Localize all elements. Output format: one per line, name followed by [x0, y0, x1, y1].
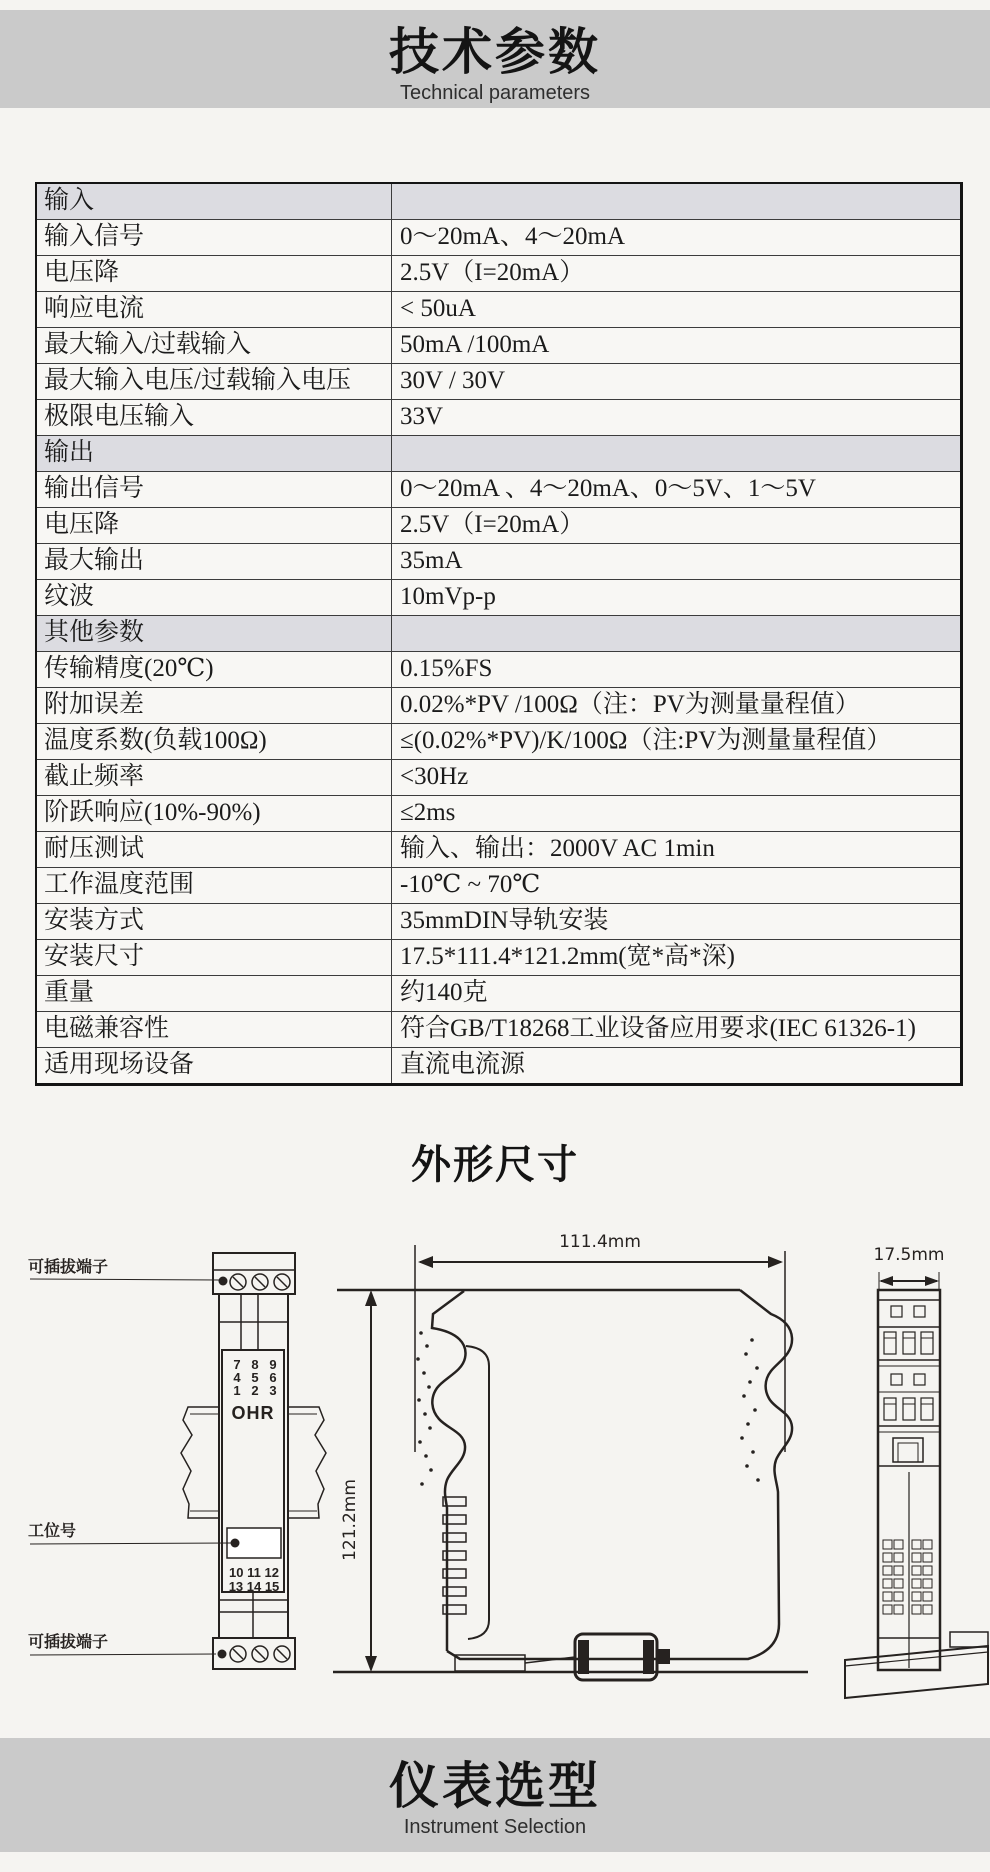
row-label: 附加误差: [37, 688, 392, 723]
leader-dot: [231, 1539, 240, 1548]
row-value: < 50uA: [400, 295, 476, 322]
top-terminal-label: 可插拔端子: [28, 1259, 109, 1276]
footer-subtitle: Instrument Selection: [403, 1816, 587, 1838]
svg-text:5: 5: [251, 1370, 259, 1385]
leader-line: [30, 1654, 216, 1655]
table-row: [37, 759, 960, 795]
row-value: 2.5V（I=20mA）: [400, 259, 585, 286]
row-label: 响应电流: [37, 292, 392, 327]
table-row: [37, 795, 960, 831]
row-label: 输入: [37, 184, 392, 219]
row-value: 50mA /100mA: [400, 331, 550, 358]
row-value: 0.02%*PV /100Ω（注：PV为测量量程值）: [400, 691, 860, 718]
row-label: 纹波: [37, 580, 392, 615]
row-value: 35mmDIN导轨安装: [400, 907, 609, 934]
row-label: 极限电压输入: [37, 400, 392, 435]
row-value: 30V / 30V: [400, 367, 506, 394]
front-view: [28, 1253, 326, 1669]
page-subtitle: Technical parameters: [399, 82, 591, 104]
table-row: [37, 651, 960, 687]
row-label: 阶跃响应(10%-90%): [37, 796, 392, 831]
row-value: 2.5V（I=20mA）: [400, 511, 585, 538]
row-label: 最大输入/过载输入: [37, 328, 392, 363]
row-label: 适用现场设备: [37, 1048, 392, 1083]
din-rail-side: [845, 1632, 988, 1698]
svg-text:6: 6: [269, 1370, 277, 1385]
row-label: 安装方式: [37, 904, 392, 939]
row-value: 0.15%FS: [400, 655, 493, 682]
svg-text:3: 3: [269, 1383, 277, 1398]
table-row: [37, 687, 960, 723]
svg-text:7: 7: [233, 1357, 241, 1372]
row-value: 33V: [400, 403, 444, 430]
row-value: 35mA: [400, 547, 463, 574]
svg-text:2: 2: [251, 1383, 259, 1398]
table-row: [37, 903, 960, 939]
row-label: 传输精度(20℃): [37, 652, 392, 687]
dimension-drawing: [0, 1230, 990, 1710]
terminal-numbers-bottom: 10 11 12: [229, 1565, 279, 1580]
table-row: [37, 471, 960, 507]
row-value: 17.5*111.4*121.2mm(宽*高*深): [400, 943, 735, 970]
stipple-dots: [416, 1331, 760, 1486]
row-label: 截止频率: [37, 760, 392, 795]
header-band: [0, 10, 990, 108]
din-rail-front: [181, 1407, 326, 1518]
table-row: [37, 219, 960, 255]
width-dimension: 111.4mm: [559, 1232, 641, 1252]
terminal-numbers-top: [233, 1357, 276, 1398]
row-label: 最大输出: [37, 544, 392, 579]
leader-line: [30, 1543, 231, 1544]
table-section-row: [37, 435, 960, 471]
page-title: 技术参数: [389, 24, 601, 80]
row-value: [392, 436, 960, 471]
table-row: [37, 1047, 960, 1083]
depth-dimension: 17.5mm: [873, 1245, 945, 1265]
row-label: 输出: [37, 436, 392, 471]
row-value: 输入、输出：2000V AC 1min: [400, 835, 715, 862]
svg-text:8: 8: [251, 1357, 259, 1372]
row-label: 安装尺寸: [37, 940, 392, 975]
table-row: [37, 831, 960, 867]
row-value: [392, 616, 960, 651]
table-row: [37, 327, 960, 363]
row-label: 其他参数: [37, 616, 392, 651]
svg-text:1: 1: [233, 1383, 241, 1398]
svg-text:4: 4: [233, 1370, 241, 1385]
row-label: 重量: [37, 976, 392, 1011]
row-value: 0～20mA、4～20mA: [400, 223, 626, 250]
row-value: 约140克: [400, 979, 488, 1006]
row-label: 耐压测试: [37, 832, 392, 867]
table-row: [37, 255, 960, 291]
rail-foot: [455, 1655, 525, 1671]
row-value: 直流电流源: [400, 1051, 526, 1078]
row-label: 电压降: [37, 256, 392, 291]
svg-text:9: 9: [269, 1357, 277, 1372]
leader-dot: [218, 1650, 227, 1659]
table-row: [37, 1011, 960, 1047]
row-label: 输出信号: [37, 472, 392, 507]
table-row: [37, 543, 960, 579]
depth-view: [845, 1245, 988, 1698]
row-label: 最大输入电压/过载输入电压: [37, 364, 392, 399]
row-label: 电磁兼容性: [37, 1012, 392, 1047]
row-label: 输入信号: [37, 220, 392, 255]
bottom-terminal-label: 可插拔端子: [28, 1634, 109, 1651]
table-row: [37, 291, 960, 327]
footer-title: 仪表选型: [389, 1758, 601, 1814]
leader-line: [30, 1279, 219, 1280]
station-label: 工位号: [28, 1523, 77, 1540]
row-label: 电压降: [37, 508, 392, 543]
terminal-numbers-bottom: 13 14 15: [228, 1579, 280, 1594]
spec-table: [35, 182, 963, 1086]
table-section-row: [37, 184, 960, 219]
table-row: [37, 507, 960, 543]
row-value: ≤(0.02%*PV)/K/100Ω（注:PV为测量量程值）: [400, 727, 892, 754]
row-value: -10℃ ~ 70℃: [400, 871, 541, 898]
row-label: 温度系数(负载100Ω): [37, 724, 392, 759]
row-value: 符合GB/T18268工业设备应用要求(IEC 61326-1): [400, 1015, 916, 1042]
row-value: 0～20mA 、4～20mA、0～5V、1～5V: [400, 475, 816, 502]
footer-band: [0, 1738, 990, 1852]
row-value: 10mVp-p: [400, 583, 496, 610]
row-value: [392, 184, 960, 219]
height-dimension: 121.2mm: [340, 1479, 360, 1561]
table-row: [37, 939, 960, 975]
vent-grid: [883, 1540, 932, 1614]
table-section-row: [37, 615, 960, 651]
table-row: [37, 399, 960, 435]
table-row: [37, 363, 960, 399]
row-label: 工作温度范围: [37, 868, 392, 903]
table-row: [37, 723, 960, 759]
row-value: ≤2ms: [400, 799, 456, 826]
side-profile-view: [333, 1232, 808, 1680]
outline-section-title: 外形尺寸: [411, 1143, 579, 1187]
brand-logo: OHR: [231, 1403, 275, 1423]
leader-dot: [219, 1277, 228, 1286]
table-row: [37, 975, 960, 1011]
row-value: <30Hz: [400, 763, 469, 790]
table-row: [37, 867, 960, 903]
table-row: [37, 579, 960, 615]
